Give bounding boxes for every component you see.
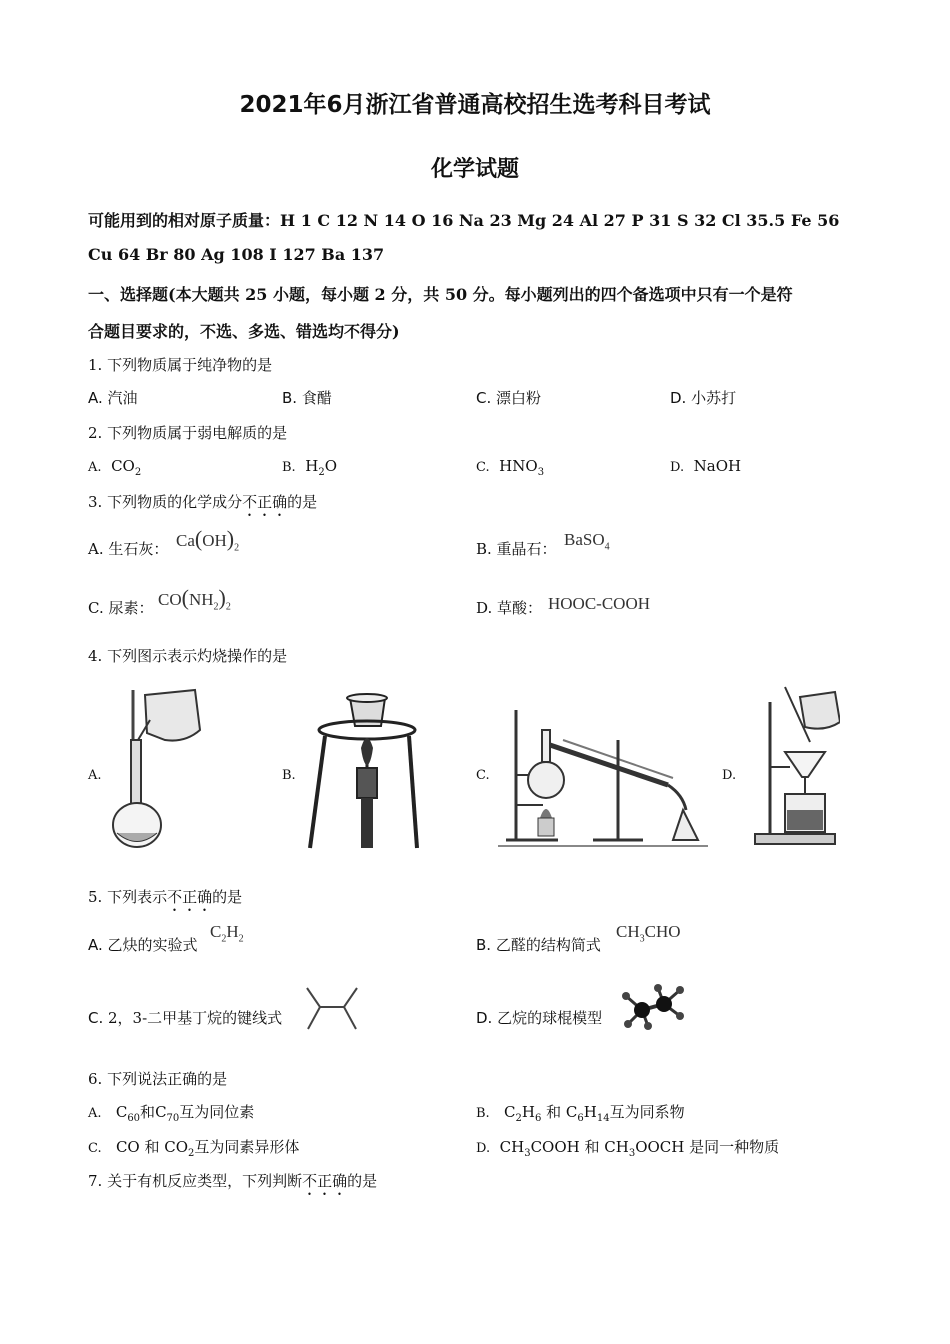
q2-option-d-letter: D. xyxy=(670,460,685,475)
q1-option-d[interactable] xyxy=(670,387,736,408)
q5-option-a-letter: A. xyxy=(88,936,103,954)
question-4-stem: 4. 下列图示表示灼烧操作的是 xyxy=(88,647,288,665)
q2-option-d-formula: NaOH xyxy=(693,457,742,475)
q5-stem-post: 的是 xyxy=(212,888,243,906)
q5-option-c[interactable] xyxy=(88,1007,282,1028)
q6-option-d-mid: COOH 和 CH xyxy=(530,1138,629,1156)
q6-option-c-pre: CO 和 xyxy=(115,1138,160,1156)
q4-figure-a-volumetric-flask xyxy=(105,685,215,855)
q7-stem-post: 的是 xyxy=(347,1172,378,1190)
q2-option-a-formula: $CO_2$ xyxy=(111,457,142,478)
q5-option-d[interactable] xyxy=(476,1007,602,1028)
q3-option-b-formula: BaSO$_4$ xyxy=(564,530,610,553)
q4-option-d-letter[interactable]: D. xyxy=(722,768,737,783)
q5-option-a-formula: $C_2H_2$ xyxy=(210,922,244,945)
q5-option-a[interactable] xyxy=(88,934,198,955)
q6-option-d-post: OOCH 是同一种物质 xyxy=(635,1138,780,1156)
q3-option-a-label: A. 生石灰： xyxy=(88,540,169,558)
q2-option-b[interactable] xyxy=(282,457,337,478)
q6-option-b-post: 互为同系物 xyxy=(609,1103,685,1121)
q1-option-c-letter: C. xyxy=(476,389,492,407)
q5-stem-pre: 5. 下列表示 xyxy=(88,888,168,906)
q4-figure-b-crucible-tripod xyxy=(305,688,425,853)
q6-option-d[interactable]: D. $CH_3COOH$ 和 $CH_3OOCH$ 是同一种物质 xyxy=(476,1138,780,1159)
q3-option-d-label: D. 草酸： xyxy=(476,599,543,617)
q3-stem-post: 的是 xyxy=(287,493,318,511)
q3-option-b-label: B. 重晶石： xyxy=(476,540,557,558)
q2-option-c-letter: C. xyxy=(476,460,490,475)
q5-skeletal-formula xyxy=(302,985,362,1033)
q6-option-d-pre: CH xyxy=(499,1138,525,1156)
q7-stem-emphasis: 不正确 xyxy=(302,1172,348,1190)
q5-option-b-letter: B. xyxy=(476,936,492,954)
q1-option-b-text: 食醋 xyxy=(301,389,332,407)
q5-option-a-text: 乙炔的实验式 xyxy=(102,936,198,954)
q4-option-a-letter[interactable]: A. xyxy=(88,768,102,783)
q6-option-a-mid: 和 xyxy=(140,1103,156,1121)
q1-option-a[interactable] xyxy=(88,387,138,408)
q3-option-a[interactable] xyxy=(88,538,168,559)
q4-option-c-letter[interactable]: C. xyxy=(476,768,490,783)
q5-option-d-text: 乙烷的球棍模型 xyxy=(492,1009,603,1027)
question-7-stem xyxy=(88,1170,377,1199)
q3-option-a-formula: $Ca(OH)_2$ xyxy=(176,526,240,554)
q5-option-c-letter: C. xyxy=(88,1009,104,1027)
q5-option-b[interactable] xyxy=(476,934,601,955)
q6-option-c[interactable]: C. CO 和 $CO_2$互为同素异形体 xyxy=(88,1138,300,1159)
q4-option-b-letter[interactable]: B. xyxy=(282,768,296,783)
q3-option-d[interactable] xyxy=(476,597,542,618)
question-5-stem xyxy=(88,886,242,915)
exam-title: 2021年6月浙江省普通高校招生选考科目考试 xyxy=(239,92,711,118)
atomic-mass-line2: Cu 64 Br 80 Ag 108 I 127 Ba 137 xyxy=(88,245,385,264)
q1-option-d-text: 小苏打 xyxy=(691,389,737,407)
section-instruction-line2: 合题目要求的，不选、多选、错选均不得分) xyxy=(88,322,400,341)
q3-option-b[interactable] xyxy=(476,538,557,559)
q6-option-b-mid: 和 xyxy=(546,1103,562,1121)
q2-option-a-letter: A. xyxy=(88,460,102,475)
q1-option-a-letter: A. xyxy=(88,389,103,407)
q6-option-a[interactable]: A. $C_{60}$和$C_{70}$互为同位素 xyxy=(88,1103,255,1124)
q2-option-b-formula: $H_2O$ xyxy=(305,457,338,478)
q6-option-c-letter: C. xyxy=(88,1141,102,1156)
q5-option-b-formula: $CH_3CHO$ xyxy=(616,922,681,945)
q3-option-d-formula: HOOC-COOH xyxy=(548,594,650,613)
q1-option-c-text: 漂白粉 xyxy=(496,389,542,407)
q6-option-c-post: 互为同素异形体 xyxy=(194,1138,300,1156)
question-2-stem: 2. 下列物质属于弱电解质的是 xyxy=(88,424,288,442)
question-1-stem: 1. 下列物质属于纯净物的是 xyxy=(88,356,273,374)
q6-option-d-letter: D. xyxy=(476,1141,491,1156)
q5-ball-stick-model xyxy=(618,982,688,1032)
q1-option-b[interactable] xyxy=(282,387,332,408)
q6-option-b-letter: B. xyxy=(476,1106,490,1121)
q6-option-a-letter: A. xyxy=(88,1106,102,1121)
q3-option-c-label: C. 尿素： xyxy=(88,599,154,617)
atomic-mass-line1: 可能用到的相对原子质量：H 1 C 12 N 14 O 16 Na 23 Mg 24 Al 27 P 31 S 32 Cl 35.5 Fe 56 xyxy=(88,211,840,230)
q1-option-a-text: 汽油 xyxy=(107,389,138,407)
q5-option-b-text: 乙醛的结构简式 xyxy=(491,936,601,954)
q2-option-a[interactable] xyxy=(88,457,141,478)
q1-option-c[interactable] xyxy=(476,387,541,408)
q1-option-d-letter: D. xyxy=(670,389,687,407)
q6-option-a-post: 互为同位素 xyxy=(179,1103,255,1121)
q2-option-c[interactable] xyxy=(476,457,544,478)
q2-option-b-letter: B. xyxy=(282,460,296,475)
q4-figure-c-distillation xyxy=(498,700,708,850)
q1-option-b-letter: B. xyxy=(282,389,298,407)
q2-option-d[interactable] xyxy=(670,457,741,475)
q3-stem-pre: 3. 下列物质的化学成分 xyxy=(88,493,243,511)
q3-stem-emphasis: 不正确 xyxy=(242,493,288,511)
question-6-stem: 6. 下列说法正确的是 xyxy=(88,1070,228,1088)
q7-stem-pre: 7. 关于有机反应类型，下列判断 xyxy=(88,1172,303,1190)
q3-option-c[interactable] xyxy=(88,597,153,618)
section-instruction-line1: 一、选择题(本大题共 25 小题，每小题 2 分，共 50 分。每小题列出的四个备选项中只有一个是符 xyxy=(88,285,793,304)
q5-stem-emphasis: 不正确 xyxy=(167,888,213,906)
q5-option-d-letter: D. xyxy=(476,1009,493,1027)
exam-subtitle: 化学试题 xyxy=(430,157,519,182)
q3-option-c-formula: $CO(NH_2)_2$ xyxy=(158,585,231,613)
q6-option-b[interactable]: B. $C_2H_6$ 和 $C_6H_{14}$互为同系物 xyxy=(476,1103,685,1124)
question-3-stem xyxy=(88,491,317,520)
q4-figure-d-filtration xyxy=(750,682,840,852)
q5-option-c-text: 2，3-二甲基丁烷的键线式 xyxy=(103,1009,283,1027)
q2-option-c-formula: $HNO_3$ xyxy=(499,457,545,478)
